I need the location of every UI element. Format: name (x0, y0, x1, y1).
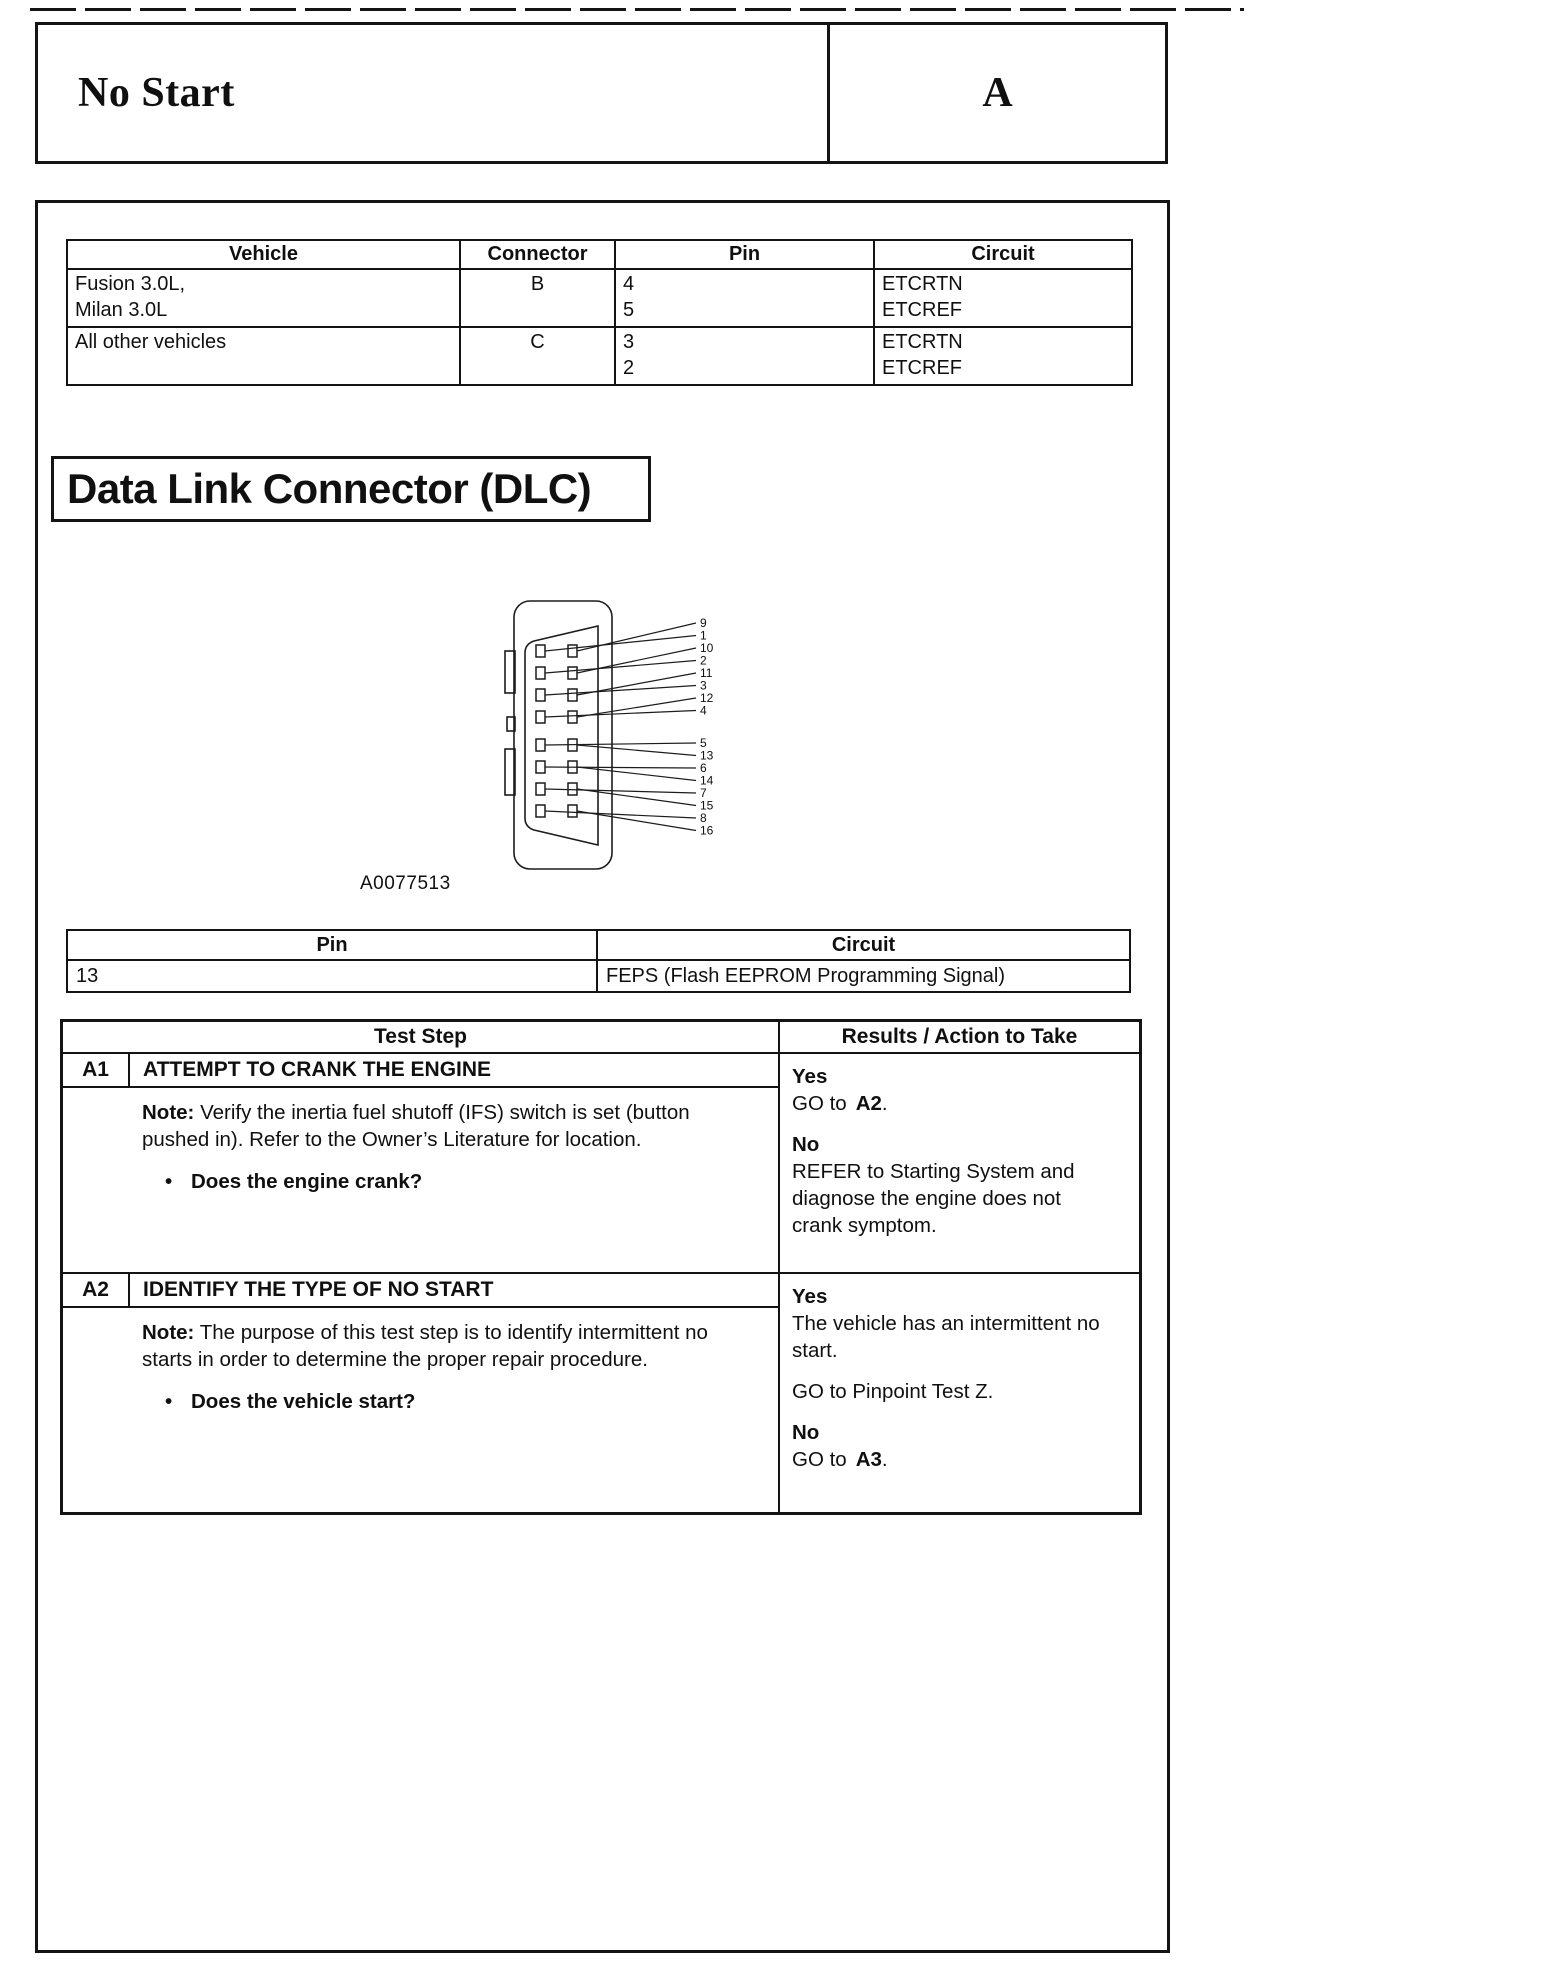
dlc-pin-label: 8 (700, 811, 707, 825)
result-answer: No (792, 1421, 820, 1445)
dlc-pin-label: 5 (700, 736, 707, 750)
dlc-pin-label: 9 (700, 616, 707, 630)
action-text: GO to (792, 1092, 847, 1116)
dlc-pin-label: 2 (700, 653, 707, 668)
dlc-pin-label: 10 (700, 641, 714, 655)
step-body (63, 1308, 778, 1425)
note-text: Verify the inertia fuel shutoff (IFS) switch is set (button pushed in). Refer to the Owner’s Literature for location. (142, 1101, 690, 1152)
main-content-box (35, 200, 1170, 1953)
circuit-line: ETCREF (882, 298, 962, 321)
step-title: ATTEMPT TO CRANK THE ENGINE (143, 1058, 492, 1081)
bullet-icon (165, 1168, 191, 1195)
circuit-cell (874, 269, 1132, 327)
page-top-scan-line (30, 8, 1244, 11)
dlc-pin-label: 11 (700, 666, 713, 680)
bullet-icon (165, 1388, 191, 1415)
dlc-pin-label: 7 (700, 786, 707, 800)
step-question (142, 1168, 758, 1195)
circuit-cell: FEPS (Flash EEPROM Programming Signal) (597, 960, 1130, 992)
dlc-pin-labels (700, 616, 714, 838)
result-action: The vehicle has an intermittent no start. (792, 1312, 1100, 1363)
note-label: Note: (142, 1101, 195, 1124)
pin-circuit-table (66, 929, 1131, 993)
vehicle-line: All other vehicles (75, 331, 227, 354)
circuit-line: ETCREF (882, 356, 962, 379)
col-header-pin: Pin (67, 930, 597, 960)
section-heading: Data Link Connector (DLC) (67, 465, 592, 512)
step-id: A2 (63, 1274, 130, 1306)
pin-line: 2 (623, 356, 635, 379)
dlc-pin-label: 3 (700, 678, 707, 693)
results-cell (780, 1274, 1139, 1512)
pin-cell (615, 269, 874, 327)
dlc-connector-diagram (490, 593, 740, 888)
connector-cell: C (460, 327, 615, 385)
test-table-header-row (63, 1022, 1139, 1054)
figure-id: A0077513 (360, 873, 451, 894)
circuit-line: ETCRTN (882, 273, 963, 295)
action-text: . (881, 1448, 888, 1472)
vehicle-cell (67, 269, 460, 327)
question-text: Does the engine crank? (191, 1170, 423, 1194)
circuit-cell (874, 327, 1132, 385)
vehicle-connector-table (66, 239, 1133, 386)
vehicle-line: Milan 3.0L (75, 298, 168, 321)
step-body (63, 1088, 778, 1205)
action-text: . (881, 1092, 888, 1116)
result-answer: No (792, 1133, 820, 1157)
section-letter: A (982, 70, 1013, 116)
step-id: A1 (63, 1054, 130, 1086)
header-letter-cell (827, 25, 1165, 161)
vehicle-cell (67, 327, 460, 385)
dlc-pin-label: 14 (700, 773, 714, 788)
page-header (35, 22, 1168, 164)
result-action (792, 1090, 1109, 1117)
step-reference: A2 (855, 1092, 882, 1116)
dlc-pin-label: 12 (700, 691, 714, 705)
result-action (792, 1446, 1109, 1473)
pin-line: 4 (623, 273, 635, 295)
dlc-pin-label: 4 (700, 703, 707, 718)
note-label: Note: (142, 1321, 195, 1344)
pin-cell (615, 327, 874, 385)
question-text: Does the vehicle start? (191, 1390, 416, 1414)
dlc-pin-label: 1 (700, 628, 707, 643)
vehicle-table-header-row (67, 240, 1132, 269)
col-header-pin: Pin (615, 240, 874, 269)
test-step-cell (63, 1274, 780, 1512)
vehicle-line: Fusion 3.0L, (75, 273, 186, 295)
dlc-housing (505, 601, 612, 869)
test-step-table (60, 1019, 1142, 1515)
header-title-cell (38, 25, 827, 161)
col-header-circuit: Circuit (874, 240, 1132, 269)
step-title-row (63, 1274, 778, 1308)
pin-table-header-row (67, 930, 1130, 960)
page-title: No Start (78, 70, 235, 116)
results-cell (780, 1054, 1139, 1272)
step-note (142, 1319, 758, 1373)
table-row (67, 327, 1132, 385)
pin-cell: 13 (67, 960, 597, 992)
dlc-heading-box (51, 456, 651, 522)
step-note (142, 1099, 758, 1153)
step-title-row (63, 1054, 778, 1088)
dlc-connector-figure (490, 593, 740, 888)
test-step-row-a2 (63, 1272, 1139, 1512)
result-action: GO to Pinpoint Test Z. (792, 1380, 994, 1404)
circuit-line: ETCRTN (882, 331, 963, 354)
col-header-circuit: Circuit (597, 930, 1130, 960)
col-header-connector: Connector (460, 240, 615, 269)
col-header-test-step: Test Step (63, 1022, 780, 1052)
dlc-pin-label: 15 (700, 798, 714, 813)
step-reference: A3 (855, 1448, 882, 1472)
dlc-pin-label: 13 (700, 748, 714, 763)
test-step-cell (63, 1054, 780, 1272)
table-row (67, 960, 1130, 992)
table-row (67, 269, 1132, 327)
dlc-pin-label: 6 (700, 761, 707, 775)
pin-line: 5 (623, 298, 635, 321)
result-action: REFER to Starting System and diagnose the engine does not crank symptom. (792, 1160, 1075, 1238)
note-text: The purpose of this test step is to identify intermittent no starts in order to determine the proper repair procedure. (142, 1321, 708, 1372)
test-step-row-a1 (63, 1054, 1139, 1272)
step-question (142, 1388, 758, 1415)
step-title: IDENTIFY THE TYPE OF NO START (143, 1278, 494, 1301)
pin-line: 3 (623, 331, 635, 354)
dlc-pin-label: 16 (700, 823, 714, 838)
result-answer: Yes (792, 1065, 828, 1088)
col-header-vehicle: Vehicle (67, 240, 460, 269)
col-header-results: Results / Action to Take (841, 1025, 1078, 1048)
action-text: GO to (792, 1448, 847, 1472)
connector-cell: B (460, 269, 615, 327)
result-answer: Yes (792, 1285, 828, 1308)
